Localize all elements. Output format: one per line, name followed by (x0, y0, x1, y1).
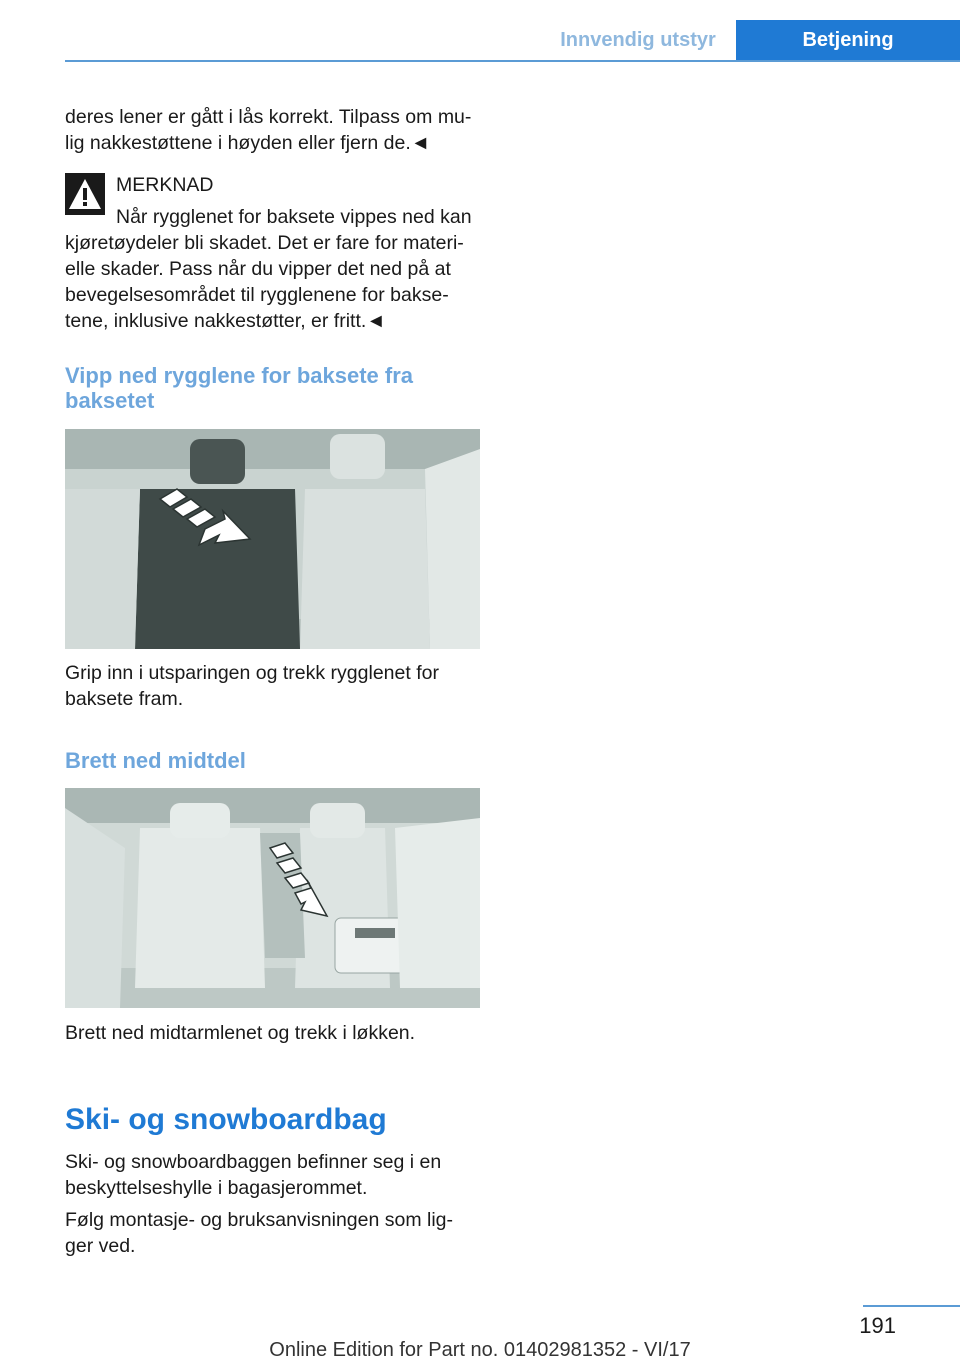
heading-center: Brett ned midtdel (65, 748, 246, 773)
edition-footer: Online Edition for Part no. 01402981352 - VI/17 (269, 1339, 691, 1361)
page-number: 191 (859, 1313, 896, 1338)
footer-rule (863, 1305, 960, 1307)
heading-ski-bag-block (65, 1103, 480, 1137)
header-chapter-tab[interactable]: Betjening (736, 20, 960, 60)
intro-paragraph: deres lener er gått i lås korrekt. Tilpass om mu-lig nakkestøttene i høyden eller fjern de.◄ (65, 106, 472, 154)
caption-backrest-block (65, 660, 480, 712)
notice-text: Når rygglenet for baksete vippes ned kan kjøretøydeler bli skadet. Det er fare for materi-elle skader. Pass når du vipper det ned på at bevegelsesområdet til rygglenene for bakse-tene, inklusive nakkestøtter, er fritt.◄ (65, 206, 472, 332)
caption-center: Brett ned midtarmlenet og trekk i løkken. (65, 1022, 416, 1044)
heading-fold-backrest: Vipp ned rygglene for baksete fra baksetet (65, 363, 414, 413)
caption-backrest: Grip inn i utsparingen og trekk rygglenet for baksete fram. (65, 662, 439, 710)
notice-block (65, 172, 480, 334)
header-rule (65, 60, 960, 62)
heading-ski-bag: Ski- og snowboardbag (65, 1103, 387, 1136)
center-armrest-illustration (65, 788, 480, 1008)
notice-title: MERKNAD (116, 174, 214, 196)
heading-center-block (65, 748, 480, 773)
ski-bag-block (65, 1149, 480, 1259)
heading-fold-backrest-block (65, 363, 455, 413)
ski-bag-paragraph-1: Ski- og snowboardbaggen befinner seg i en beskyttelseshylle i bagasjerommet. (65, 1151, 442, 1199)
header-section-tab[interactable]: Innvendig utstyr (560, 28, 716, 51)
ski-bag-paragraph-2: Følg montasje- og bruksanvisningen som lig-ger ved. (65, 1209, 454, 1257)
intro-block (65, 104, 480, 156)
caption-center-block (65, 1020, 480, 1046)
rear-seat-backrest-illustration (65, 429, 480, 649)
